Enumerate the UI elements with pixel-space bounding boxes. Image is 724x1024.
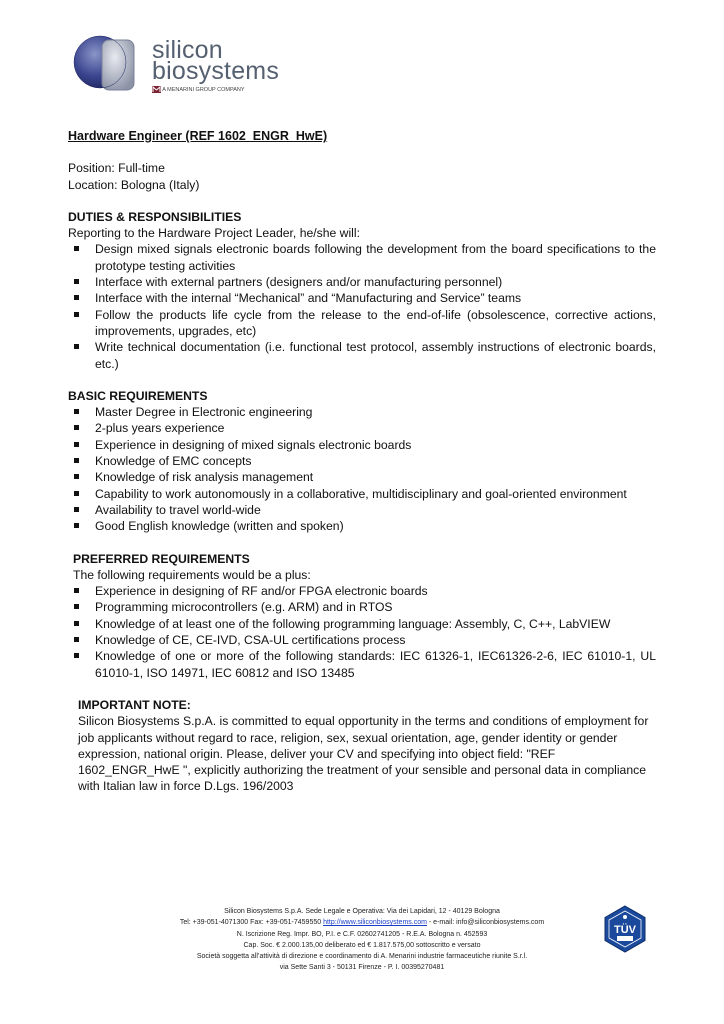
list-item: Follow the products life cycle from the release to the end-of-life (obsolescence, corrective actions, improvements, upgrades, etc)	[68, 307, 656, 340]
important-note-section	[68, 697, 656, 795]
important-note-heading: IMPORTANT NOTE:	[78, 697, 191, 712]
list-item: Interface with the internal “Mechanical” and “Manufacturing and Service” teams	[68, 290, 656, 306]
position-line: Position: Full-time	[68, 161, 165, 176]
footer-phone: Tel: +39-051-4071300 Fax: +39-051-7459550	[179, 919, 324, 927]
duties-intro: Reporting to the Hardware Project Leader, he/she will:	[68, 226, 360, 241]
footer-registration: N. Iscrizione Reg. Impr. BO, P.I. e C.F. 02602741205 - R.E.A. Bologna n. 452593	[236, 930, 488, 938]
duties-section	[68, 209, 656, 372]
list-item: Write technical documentation (i.e. functional test protocol, assembly instructions of electronic boards, etc.)	[68, 339, 656, 372]
list-item: Knowledge of one or more of the following standards: IEC 61326-1, IEC61326-2-6, IEC 61010-1, UL 61010-1, ISO 14971, IEC 60812 and ISO 13485	[68, 648, 656, 681]
list-item: Interface with external partners (designers and/or manufacturing personnel)	[68, 274, 656, 290]
basic-requirements-section	[68, 388, 656, 535]
footer-address: Silicon Biosystems S.p.A. Sede Legale e Operativa: Via dei Lapidari, 12 - 40129 Bologna	[224, 908, 500, 915]
tuv-badge-text: TÜV	[614, 924, 636, 936]
location-line: Location: Bologna (Italy)	[68, 177, 200, 192]
list-item: Programming microcontrollers (e.g. ARM) and in RTOS	[68, 599, 656, 615]
footer-capital: Cap. Soc. € 2.000.135,00 deliberato ed € 1.817.575,00 sottoscritto e versato	[243, 941, 481, 949]
company-logo	[72, 32, 292, 100]
basic-requirements-list	[68, 404, 656, 534]
tuv-certification-icon	[600, 904, 650, 954]
job-description	[68, 128, 656, 795]
website-link[interactable]: http://www.siliconbiosystems.com	[323, 919, 427, 927]
list-item: Design mixed signals electronic boards following the development from the board specifications to the prototype testing activities	[68, 241, 656, 274]
footer-management: Società soggetta all’attività di direzione e coordinamento di A. Menarini industrie farmaceutiche riunite S.r.l.	[196, 953, 528, 961]
logo-tagline	[152, 86, 245, 93]
menarini-m-icon	[152, 86, 161, 93]
footer-parent-address: via Sette Santi 3 - 50131 Firenze - P. I. 00395270481	[279, 964, 445, 972]
list-item: Knowledge of at least one of the following programming language: Assembly, C, C++, LabVIEW	[68, 616, 656, 632]
logo-tagline-text: A MENARINI GROUP COMPANY	[162, 86, 245, 93]
list-item: Availability to travel world-wide	[68, 502, 656, 518]
preferred-requirements-section	[68, 551, 656, 584]
list-item: Experience in designing of mixed signals electronic boards	[68, 437, 656, 453]
footer-email: - e-mail: info@siliconbiosystems.com	[426, 919, 545, 927]
logo-emblem-icon	[72, 32, 152, 100]
list-item: Good English knowledge (written and spoken)	[68, 518, 656, 534]
list-item: Capability to work autonomously in a collaborative, multidisciplinary and goal-oriented environment	[68, 486, 656, 502]
list-item: Experience in designing of RF and/or FPGA electronic boards	[68, 583, 656, 599]
preferred-requirements-heading: PREFERRED REQUIREMENTS	[73, 551, 250, 566]
job-title: Hardware Engineer (REF 1602_ENGR_HwE)	[68, 129, 328, 143]
duties-heading: DUTIES & RESPONSIBILITIES	[68, 209, 242, 224]
duties-list	[68, 241, 656, 371]
preferred-requirements-list	[68, 583, 656, 681]
preferred-requirements-intro: The following requirements would be a plus:	[73, 567, 311, 582]
basic-requirements-heading: BASIC REQUIREMENTS	[68, 388, 208, 403]
list-item: Knowledge of risk analysis management	[68, 469, 656, 485]
important-note-text: Silicon Biosystems S.p.A. is committed to equal opportunity in the terms and conditions of employment for job applicants without regard to race, religion, sex, sexual orientation, age, gender identity or gender expression, national origin. Please, deliver your CV and specifying into object field: "REF 1602_ENGR_HwE ", explicitly authorizing the treatment of your sensible and personal data in compliance with Italian law in force D.Lgs. 196/2003	[78, 714, 649, 794]
list-item: Knowledge of EMC concepts	[68, 453, 656, 469]
logo-text-biosystems: biosystems	[152, 57, 280, 85]
list-item: Knowledge of CE, CE-IVD, CSA-UL certifications process	[68, 632, 656, 648]
logo-text-silicon: silicon	[152, 36, 223, 64]
list-item: Master Degree in Electronic engineering	[68, 404, 656, 420]
list-item: 2-plus years experience	[68, 420, 656, 436]
